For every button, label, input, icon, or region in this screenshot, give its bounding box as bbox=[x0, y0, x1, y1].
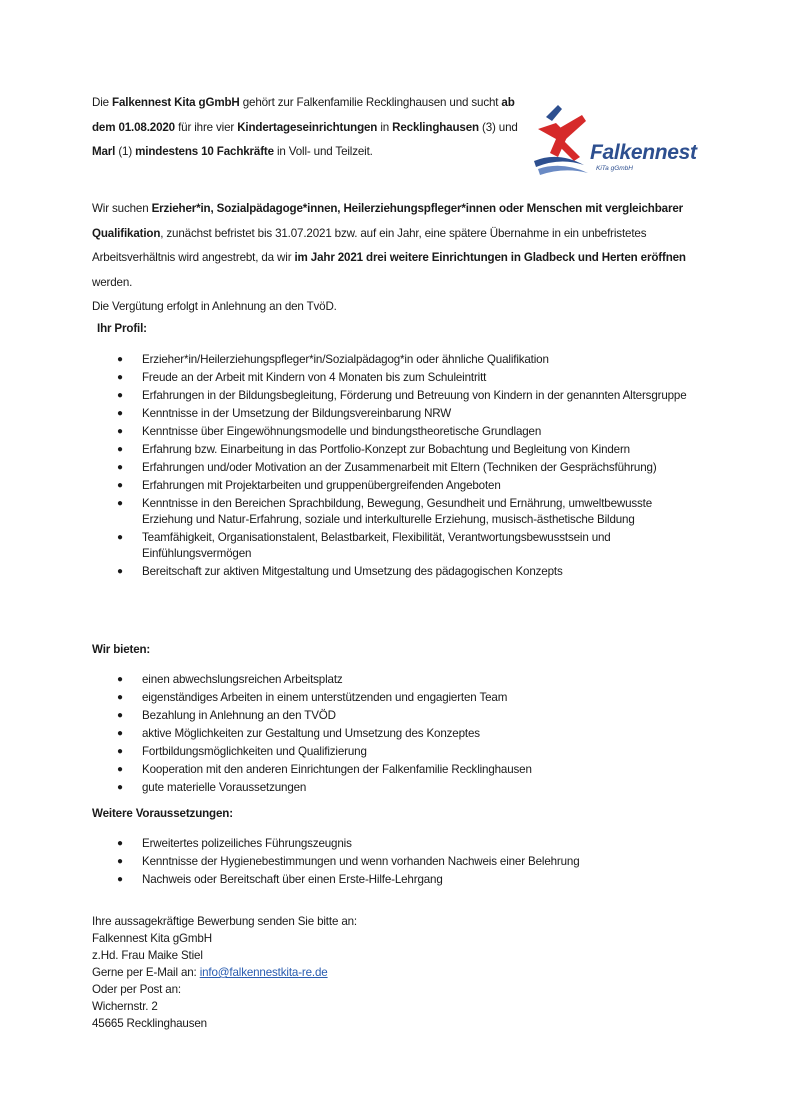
list-item bbox=[0, 352, 700, 368]
list-item bbox=[0, 672, 700, 688]
list-item-text: Kenntnisse über Eingewöhnungsmodelle und bindungstheoretische Grundlagen bbox=[142, 425, 542, 438]
search-text: werden. bbox=[92, 275, 133, 289]
bullet-icon: ● bbox=[117, 390, 123, 401]
list-item bbox=[0, 388, 700, 404]
search-paragraph bbox=[92, 197, 712, 320]
email-prefix: Gerne per E-Mail an: bbox=[92, 966, 200, 979]
bullet-icon: ● bbox=[117, 444, 123, 455]
list-item bbox=[0, 370, 700, 386]
bullet-icon: ● bbox=[117, 782, 123, 793]
list-item bbox=[0, 690, 700, 706]
search-text: , zunächst befristet bis 31.07.2021 bzw. auf ein Jahr, eine spätere Übernahme in ein unbefristetes Arbeitsverhältnis wird angestrebt, da wir bbox=[92, 226, 647, 264]
list-item-text: Kenntnisse in den Bereichen Sprachbildung, Bewegung, Gesundheit und Ernährung, umweltbewusste Erziehung und Natur-Erfahrung, soziale und interkulturelle Erziehung, musisch-ästhetische Bildung bbox=[142, 497, 653, 526]
bullet-icon: ● bbox=[117, 532, 123, 543]
bullet-icon: ● bbox=[117, 838, 123, 849]
list-item bbox=[0, 424, 700, 440]
list-item bbox=[0, 564, 700, 580]
logo-subtitle: KiTa gGmbH bbox=[596, 165, 633, 172]
bullet-icon: ● bbox=[117, 746, 123, 757]
roles-wanted: Erzieher*in, Sozialpädagoge*innen, Heilerziehungspfleger*innen oder Menschen mit vergleichbarer Qualifikation bbox=[92, 202, 683, 240]
list-item-text: Bereitschaft zur aktiven Mitgestaltung und Umsetzung des pädagogischen Konzepts bbox=[142, 565, 563, 578]
bullet-icon: ● bbox=[117, 856, 123, 867]
list-item-text: Erfahrung bzw. Einarbeitung in das Portfolio-Konzept zur Bobachtung und Begleitung von Kindern bbox=[142, 443, 630, 456]
list-item-text: Kooperation mit den anderen Einrichtungen der Falkenfamilie Recklinghausen bbox=[142, 763, 532, 776]
bullet-icon: ● bbox=[117, 674, 123, 685]
bullet-icon: ● bbox=[117, 710, 123, 721]
facilities-label: Kindertageseinrichtungen bbox=[237, 120, 378, 134]
email-link[interactable]: info@falkennestkita-re.de bbox=[199, 966, 328, 979]
intro-text: (1) bbox=[115, 145, 136, 158]
bullet-icon: ● bbox=[117, 692, 123, 703]
list-item-text: Teamfähigkeit, Organisationstalent, Belastbarkeit, Flexibilität, Verantwortungsbewusstsein und Einfühlungsvermögen bbox=[142, 531, 611, 560]
bullet-icon: ● bbox=[117, 874, 123, 885]
list-item-text: Kenntnisse der Hygienebestimmungen und wenn vorhanden Nachweis einer Belehrung bbox=[142, 855, 580, 868]
list-item-text: Nachweis oder Bereitschaft über einen Erste-Hilfe-Lehrgang bbox=[142, 873, 443, 886]
list-item bbox=[0, 442, 700, 458]
falkennest-logo bbox=[528, 95, 700, 195]
staff-count: mindestens 10 Fachkräfte bbox=[135, 145, 274, 158]
list-item bbox=[0, 406, 700, 422]
intro-text: (3) und bbox=[478, 120, 518, 134]
list-item-text: Erfahrungen mit Projektarbeiten und gruppenübergreifenden Angeboten bbox=[142, 479, 501, 492]
intro-text: Die bbox=[92, 96, 113, 109]
bieten-list bbox=[0, 672, 700, 798]
bullet-icon: ● bbox=[117, 480, 123, 491]
bullet-icon: ● bbox=[117, 462, 123, 473]
bullet-icon: ● bbox=[117, 566, 123, 577]
contact-city: 45665 Recklinghausen bbox=[92, 1017, 207, 1030]
list-item bbox=[0, 478, 700, 494]
new-openings: im Jahr 2021 drei weitere Einrichtungen in Gladbeck und Herten eröffnen bbox=[294, 251, 686, 264]
intro-text: für ihre vier bbox=[175, 120, 238, 134]
list-item bbox=[0, 460, 700, 476]
list-item-text: Bezahlung in Anlehnung an den TVÖD bbox=[142, 709, 336, 722]
profil-heading: Ihr Profil: bbox=[97, 322, 147, 335]
list-item-text: Kenntnisse in der Umsetzung der Bildungsvereinbarung NRW bbox=[142, 407, 452, 420]
bullet-icon: ● bbox=[117, 764, 123, 775]
list-item bbox=[0, 872, 700, 888]
contact-email-line bbox=[92, 964, 357, 981]
list-item-text: Erzieher*in/Heilerziehungspfleger*in/Sozialpädagog*in oder ähnliche Qualifikation bbox=[142, 353, 549, 366]
intro-text: gehört zur Falkenfamilie Recklinghausen und sucht bbox=[239, 96, 502, 109]
bullet-icon: ● bbox=[117, 354, 123, 365]
bullet-icon: ● bbox=[117, 728, 123, 739]
start-date: ab dem 01.08.2020 bbox=[92, 96, 515, 134]
list-item-text: einen abwechslungsreichen Arbeitsplatz bbox=[142, 673, 343, 686]
list-item bbox=[0, 726, 700, 742]
list-item-text: Freude an der Arbeit mit Kindern von 4 Monaten bis zum Schuleintritt bbox=[142, 371, 487, 384]
list-item-text: gute materielle Voraussetzungen bbox=[142, 781, 307, 794]
bullet-icon: ● bbox=[117, 498, 123, 509]
weitere-heading: Weitere Voraussetzungen: bbox=[92, 807, 233, 820]
list-item bbox=[0, 854, 700, 870]
list-item-text: eigenständiges Arbeiten in einem unterstützenden und engagierten Team bbox=[142, 691, 508, 704]
company-name: Falkennest Kita gGmbH bbox=[112, 96, 240, 109]
profil-list bbox=[0, 352, 700, 582]
intro-text: in bbox=[377, 120, 393, 134]
contact-intro: Ihre aussagekräftige Bewerbung senden Sie bitte an: bbox=[92, 915, 357, 928]
logo-wordmark: Falkennest bbox=[590, 141, 697, 164]
contact-block bbox=[92, 913, 357, 1032]
falcon-mark-icon bbox=[528, 95, 598, 185]
city-marl: Marl bbox=[92, 145, 116, 158]
intro-text: in Voll- und Teilzeit. bbox=[273, 145, 373, 158]
list-item bbox=[0, 836, 700, 852]
bullet-icon: ● bbox=[117, 408, 123, 419]
list-item bbox=[0, 744, 700, 760]
contact-post-label: Oder per Post an: bbox=[92, 983, 181, 996]
list-item bbox=[0, 708, 700, 724]
list-item bbox=[0, 496, 700, 528]
bullet-icon: ● bbox=[117, 372, 123, 383]
list-item-text: Erfahrungen und/oder Motivation an der Zusammenarbeit mit Eltern (Techniken der Gesprächsführung) bbox=[142, 461, 657, 474]
city-recklinghausen: Recklinghausen bbox=[392, 120, 479, 134]
weitere-list bbox=[0, 836, 700, 890]
list-item-text: aktive Möglichkeiten zur Gestaltung und Umsetzung des Konzeptes bbox=[142, 727, 480, 740]
list-item bbox=[0, 762, 700, 778]
intro-paragraph bbox=[92, 91, 522, 165]
contact-person: z.Hd. Frau Maike Stiel bbox=[92, 949, 203, 962]
list-item-text: Fortbildungsmöglichkeiten und Qualifizierung bbox=[142, 745, 367, 758]
bullet-icon: ● bbox=[117, 426, 123, 437]
pay-note: Die Vergütung erfolgt in Anlehnung an den TvöD. bbox=[92, 300, 337, 313]
bieten-heading: Wir bieten: bbox=[92, 643, 151, 656]
search-text: Wir suchen bbox=[92, 202, 152, 215]
list-item bbox=[0, 780, 700, 796]
list-item bbox=[0, 530, 700, 562]
contact-company: Falkennest Kita gGmbH bbox=[92, 932, 212, 945]
list-item-text: Erweitertes polizeiliches Führungszeugnis bbox=[142, 837, 352, 850]
contact-street: Wichernstr. 2 bbox=[92, 1000, 158, 1013]
list-item-text: Erfahrungen in der Bildungsbegleitung, Förderung und Betreuung von Kindern in der genannten Altersgruppe bbox=[142, 389, 687, 402]
